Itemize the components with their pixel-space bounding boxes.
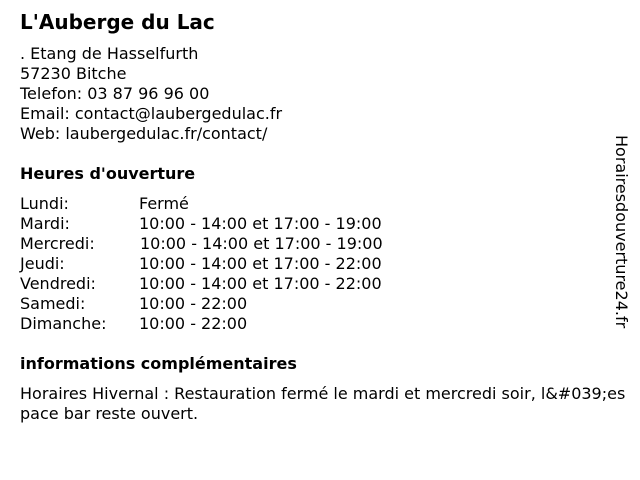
hours-value: 10:00 - 22:00 [139,314,248,333]
hours-row-mardi [20,214,383,234]
email-address: Email: contact@laubergedulac.fr [20,104,283,123]
hours-value: Fermé [139,194,189,213]
day-label: Mardi: [20,214,70,233]
additional-info-text: Horaires Hivernal : Restauration fermé le mardi et mercredi soir, l&#039;espace bar reste ouvert. [20,384,626,423]
address-block [20,44,282,144]
hours-value: 10:00 - 22:00 [139,294,248,313]
restaurant-name: L'Auberge du Lac [20,10,215,34]
hours-value: 10:00 - 14:00 et 17:00 - 19:00 [140,234,383,253]
day-label: Vendredi: [20,274,96,293]
day-label: Lundi: [20,194,69,213]
hours-row-vendredi [20,274,383,294]
hours-row-jeudi [20,254,383,274]
opening-hours-table [20,194,383,334]
day-label: Samedi: [20,294,86,313]
hours-value: 10:00 - 14:00 et 17:00 - 22:00 [139,254,382,273]
hours-row-lundi [20,194,383,214]
site-watermark: Horairesdouverture24.fr [612,135,631,329]
website-address: Web: laubergedulac.fr/contact/ [20,124,268,143]
phone-number: Telefon: 03 87 96 96 00 [20,84,210,103]
address-street: . Etang de Hasselfurth [20,44,199,63]
hours-row-samedi [20,294,383,314]
day-label: Mercredi: [20,234,95,253]
hours-value: 10:00 - 14:00 et 17:00 - 22:00 [139,274,382,293]
additional-info-heading: informations complémentaires [20,354,297,373]
hours-row-mercredi [20,234,383,254]
day-label: Dimanche: [20,314,107,333]
day-label: Jeudi: [20,254,65,273]
address-city: 57230 Bitche [20,64,127,83]
hours-value: 10:00 - 14:00 et 17:00 - 19:00 [139,214,382,233]
hours-row-dimanche [20,314,383,334]
opening-hours-heading: Heures d'ouverture [20,164,196,183]
